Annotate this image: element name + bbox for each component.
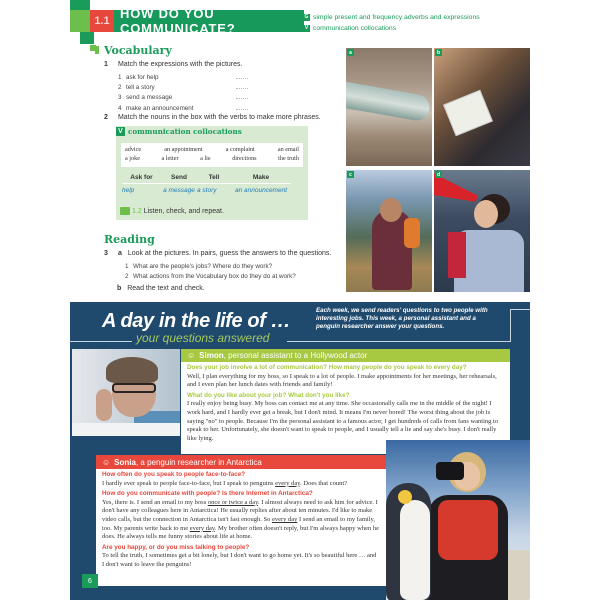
interview-answer: I really enjoy being busy. My boss can contact me at any time. She occasionally calls me in the middle of the night! I work hard, and I hardly ever get a break, but I don't mind. It means I'm never bored! The worst thing about the job is saying "no" to people. Because I'm the personal assistant to a famous actor, I get hundreds of calls from fans wanting to speak to her. Unfortunately, she doesn't want to speak to people, and I usually tell a lie and say she's busy. I don't really like lying. — [187, 400, 499, 442]
interview-answer: Well, I plan everything for my boss, so I speak to a lot of people. I make appointments for her meetings, her rehearsals, and I even plan her lunch dates with friends and family! — [187, 372, 497, 389]
noun: the truth — [278, 154, 299, 162]
article-title: A day in the life of … — [102, 310, 291, 332]
noun: advice — [125, 146, 142, 153]
interview-question: How do you communicate with people? Is there Internet in Antarctica? — [102, 490, 313, 498]
article-intro: Each week, we send readers' questions to two people with interesting jobs. This week, a personal assistant and a penguin researcher answer your questions. — [316, 307, 488, 330]
divider — [510, 309, 530, 310]
noun: a lie — [200, 154, 211, 162]
nouns-box — [121, 143, 303, 167]
header-decor-square — [70, 0, 90, 10]
item-number: 3 — [118, 94, 122, 102]
interview-question: Does your job involve a lot of communication? How many people do you speak to every day? — [187, 364, 467, 371]
unit-title: HOW DO YOU COMMUNICATE? — [114, 10, 304, 32]
answer-text: . My brother often doesn't reply, but I'm always happy when he does. He always tells me funny stories about life at home. — [102, 524, 379, 541]
objective-text: simple present and frequency adverbs and expressions — [313, 14, 480, 21]
divider — [70, 341, 132, 342]
divider — [287, 341, 511, 342]
objective-text: communication collocations — [313, 25, 397, 32]
vocabulary-badge-icon: V — [116, 127, 125, 136]
photo-hiker-help — [346, 170, 432, 292]
objective-grammar — [303, 12, 480, 23]
reading-questions — [125, 262, 296, 281]
interview-answer: To tell the truth, I sometimes get a bit lonely, but I don't want to go home yet. It's so beautiful here … and I don't want to leave the penguins! — [102, 552, 377, 568]
interview-question: Are you happy, or do you miss talking to people? — [102, 543, 250, 551]
photo-message-in-bottle — [346, 48, 432, 166]
audio-track-number: 1.2 — [132, 207, 142, 215]
interview-question: What do you like about your job? What don't you like? — [187, 391, 350, 399]
sonia-interview — [96, 469, 386, 586]
answer-text: I hardly ever speak to people face-to-face, but I speak to penguins — [102, 479, 276, 487]
table-row — [122, 184, 291, 196]
noun: a complaint — [225, 146, 255, 153]
exercise-2 — [104, 114, 321, 121]
item-text: send a message — [126, 94, 173, 102]
header-decor-square — [80, 32, 94, 44]
answer-text: Yes, there is. I send an email to my boss — [102, 498, 208, 506]
grammar-badge-icon: G — [304, 14, 309, 20]
face-shape — [474, 200, 498, 228]
list-item — [118, 83, 248, 93]
smiley-face-icon: ☺ — [187, 351, 196, 360]
exercise-3a — [104, 250, 331, 257]
backpack-shape — [404, 218, 420, 248]
collocations-title — [116, 127, 242, 136]
simon-header — [181, 349, 510, 362]
head-shape — [380, 198, 402, 222]
interview-question: How often do you speak to people face-to-face? — [102, 471, 246, 478]
interviewee-name: Simon — [199, 351, 224, 360]
exercise-number: 3 — [104, 250, 108, 257]
column-header: Ask for — [130, 174, 153, 181]
table-cell: a story — [197, 186, 217, 194]
answer-blank[interactable] — [236, 73, 248, 79]
expression-list — [118, 73, 248, 114]
noun: directions — [232, 154, 257, 162]
exercise-1 — [104, 61, 242, 68]
lesson-objectives — [303, 12, 480, 34]
item-number: 2 — [125, 272, 129, 280]
noun: a letter — [161, 154, 179, 162]
megaphone-icon — [434, 173, 480, 209]
exercise-3b — [117, 285, 205, 292]
list-item — [118, 73, 248, 83]
list-item — [125, 272, 296, 282]
frequency-expression: every day — [275, 479, 301, 487]
unit-number: 1.1 — [90, 10, 114, 32]
item-text: ask for help — [126, 74, 159, 81]
exercise-instruction: Match the nouns in the box with the verbs to make more phrases. — [117, 114, 321, 121]
interviewee-role: , personal assistant to a Hollywood actor — [223, 351, 368, 360]
listen-instruction — [120, 207, 224, 215]
item-number: 1 — [118, 74, 122, 81]
glasses-shape — [112, 383, 156, 393]
verb-table — [122, 172, 291, 196]
answer-text: . Does that count? — [300, 479, 348, 487]
photo-label: a — [347, 49, 354, 56]
interviewee-role: , a penguin researcher in Antarctica — [135, 457, 262, 467]
table-cell: an announcement — [234, 186, 288, 194]
photo-megaphone-announcement — [434, 170, 530, 292]
exercise-letter: a — [117, 250, 122, 257]
exercise-instruction: Read the text and check. — [127, 285, 205, 292]
column-header: Make — [252, 174, 270, 181]
book-shape — [443, 90, 493, 137]
item-text: make an announcement — [126, 104, 194, 112]
reading-heading: Reading — [104, 233, 155, 246]
nouns-row — [125, 155, 299, 164]
photo-label: c — [347, 171, 354, 178]
item-number: 1 — [125, 263, 129, 270]
interview-answer — [102, 480, 380, 489]
frequency-expression: every day — [271, 515, 298, 523]
nouns-row — [125, 146, 299, 155]
penguin-neck-shape — [398, 490, 412, 504]
photo-teacher-story — [434, 48, 530, 166]
scarf-shape — [448, 232, 466, 278]
photo-label: d — [436, 171, 441, 178]
table-cell: help — [122, 186, 135, 194]
audio-speaker-icon[interactable] — [120, 207, 130, 215]
table-header-row — [122, 172, 291, 184]
table-cell: a message — [163, 186, 195, 194]
objective-vocabulary — [303, 23, 480, 34]
item-text: What actions from the Vocabulary box do they do at work? — [133, 272, 296, 280]
exercise-letter: b — [117, 285, 122, 292]
answer-blank[interactable] — [236, 83, 248, 89]
interviewee-name: Sonia — [114, 457, 136, 467]
vest-shape — [438, 500, 498, 560]
noun: an appointment — [164, 146, 203, 153]
item-number: 4 — [118, 104, 122, 112]
laptop-shape — [72, 423, 180, 436]
column-header: Send — [171, 174, 187, 181]
noun: an email — [277, 146, 299, 153]
answer-text: I send an email to my family, too. My parents write back to me — [102, 515, 375, 532]
exercise-number: 1 — [104, 61, 108, 68]
frequency-expression: once or twice a day — [207, 498, 258, 506]
interview-answer — [102, 499, 380, 542]
sonia-header — [96, 455, 386, 469]
penguin-belly-shape — [400, 500, 430, 600]
exercise-instruction: Match the expressions with the pictures. — [117, 61, 243, 68]
item-text: tell a story — [126, 84, 155, 92]
noun: a joke — [125, 154, 140, 162]
bottle-shape — [346, 80, 431, 123]
list-item — [118, 104, 248, 114]
article-subtitle: your questions answered — [136, 331, 270, 345]
camera-icon — [436, 462, 464, 480]
item-number: 2 — [118, 84, 122, 92]
answer-text: . I almost always need to ask him for advice. I don't have any colleagues here in Antarctica! He usually replies after about ten minutes. I'd like to make video calls, but the connection in Antarctica isn't fast enough. So — [102, 498, 378, 523]
vocabulary-heading: Vocabulary — [104, 44, 172, 57]
item-text: What are the people's jobs? Where do they work? — [133, 263, 273, 270]
divider — [510, 309, 511, 342]
page-number: 6 — [82, 574, 98, 588]
collocations-title-text: communication collocations — [128, 127, 242, 136]
hair-shape — [106, 357, 158, 383]
list-item — [125, 262, 296, 272]
vocabulary-badge-icon: V — [304, 25, 309, 31]
photo-label: b — [436, 49, 441, 56]
hand-phone-shape — [96, 389, 112, 421]
answer-blank[interactable] — [236, 93, 248, 99]
smiley-face-icon: ☺ — [102, 457, 111, 467]
list-item — [118, 93, 248, 103]
listen-text: Listen, check, and repeat. — [143, 207, 224, 215]
answer-blank[interactable] — [236, 104, 248, 110]
frequency-expression: every day — [189, 524, 215, 532]
exercise-instruction: Look at the pictures. In pairs, guess the answers to the questions. — [127, 250, 332, 257]
exercise-number: 2 — [104, 114, 108, 121]
section-marker — [95, 46, 99, 54]
sonia-photo — [386, 440, 530, 600]
header-decor-square — [70, 10, 90, 32]
simon-photo — [72, 349, 180, 436]
column-header: Tell — [208, 174, 220, 181]
